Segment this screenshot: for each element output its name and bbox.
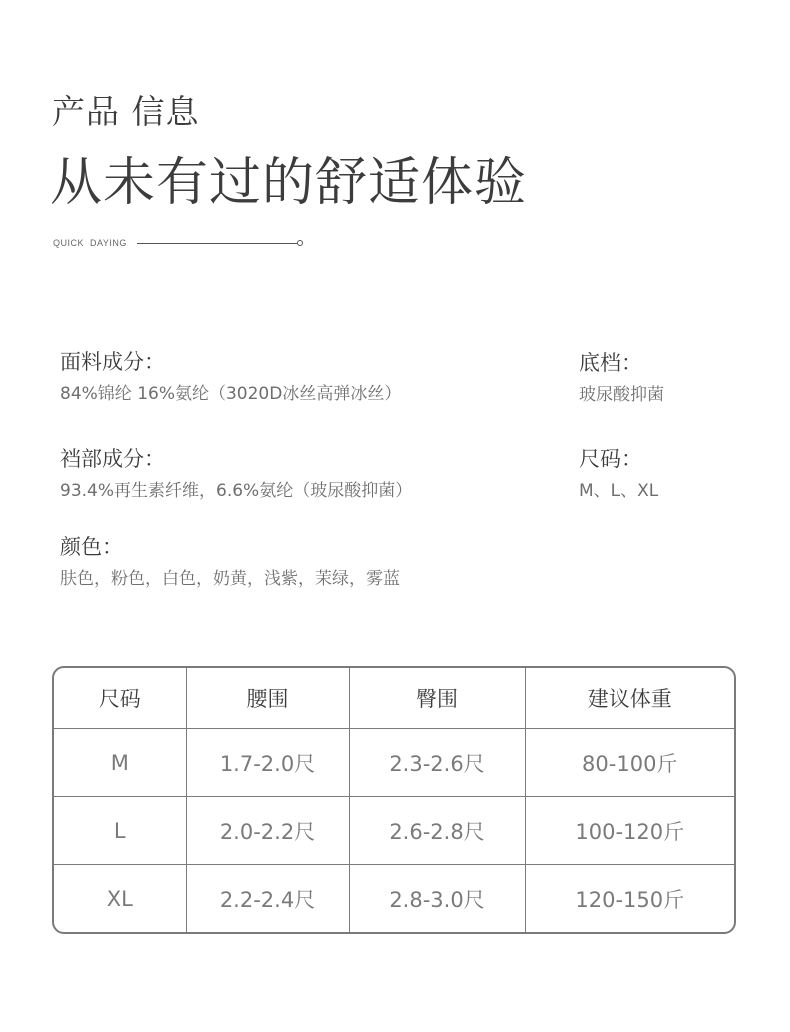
header-size: 尺码 — [54, 668, 186, 729]
cell-size: XL — [54, 865, 186, 932]
page-title: 从未有过的舒适体验 — [50, 153, 528, 213]
tagline-divider — [137, 243, 297, 244]
table-row — [54, 797, 734, 865]
cell-hip: 2.3-2.6尺 — [349, 729, 525, 797]
cell-weight: 100-120斤 — [525, 797, 734, 865]
cell-waist: 2.2-2.4尺 — [186, 865, 349, 932]
cell-hip: 2.8-3.0尺 — [349, 865, 525, 932]
header-hip: 臀围 — [349, 668, 525, 729]
crotch-value: 玻尿酸抑菌 — [579, 385, 664, 405]
size-table-grid — [54, 668, 734, 932]
size-label: 尺码： — [579, 447, 642, 471]
color-value: 肤色，粉色，白色，奶黄，浅紫，茉绿，雾蓝 — [60, 569, 400, 589]
size-table — [52, 666, 736, 934]
tagline-text: QUICK DAYING — [53, 238, 127, 248]
cell-size: M — [54, 729, 186, 797]
table-row — [54, 729, 734, 797]
size-value: M、L、XL — [579, 481, 659, 501]
section-subtitle: 产品 信息 — [52, 92, 200, 131]
color-label: 颜色： — [60, 535, 123, 559]
tagline — [53, 238, 303, 248]
table-header-row — [54, 668, 734, 729]
size-info — [579, 445, 658, 503]
cell-weight: 80-100斤 — [525, 729, 734, 797]
crotch-info — [579, 349, 664, 407]
table-row — [54, 865, 734, 932]
fabric-info — [60, 348, 401, 406]
fabric-value: 84%锦纶 16%氨纶（3020D冰丝高弹冰丝） — [60, 384, 402, 404]
crotch-fabric-label: 裆部成分： — [60, 447, 165, 471]
header-waist: 腰围 — [186, 668, 349, 729]
cell-waist: 1.7-2.0尺 — [186, 729, 349, 797]
crotch-label: 底档： — [579, 351, 642, 375]
cell-hip: 2.6-2.8尺 — [349, 797, 525, 865]
tagline-dot-icon — [297, 240, 303, 246]
cell-waist: 2.0-2.2尺 — [186, 797, 349, 865]
color-info — [60, 533, 400, 591]
header-weight: 建议体重 — [525, 668, 734, 729]
fabric-label: 面料成分： — [60, 350, 165, 374]
crotch-fabric-info — [60, 445, 412, 503]
crotch-fabric-value: 93.4%再生素纤维，6.6%氨纶（玻尿酸抑菌） — [60, 481, 413, 501]
cell-size: L — [54, 797, 186, 865]
cell-weight: 120-150斤 — [575, 887, 685, 912]
